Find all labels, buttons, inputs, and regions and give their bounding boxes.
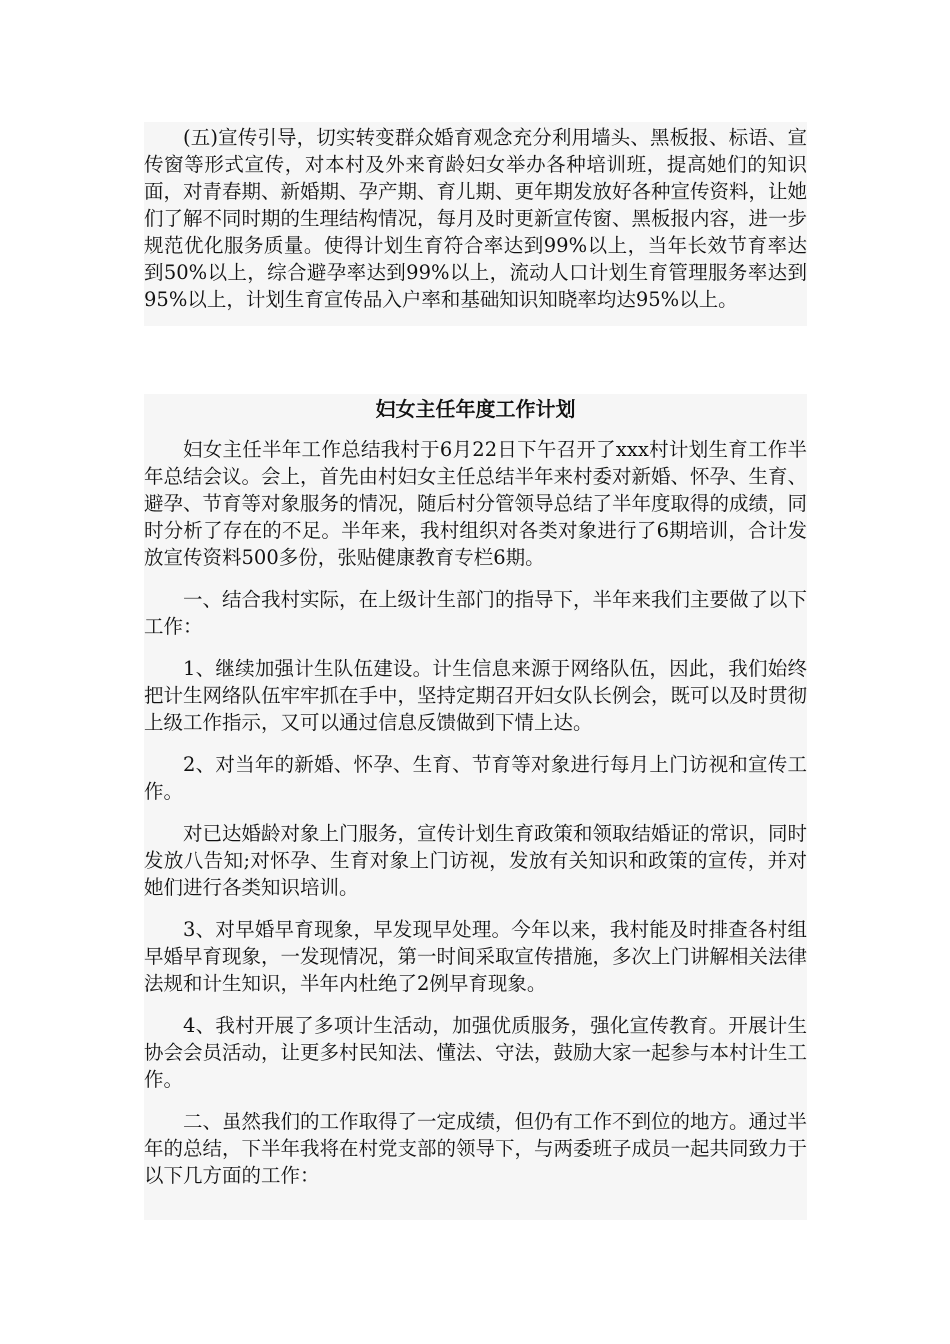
- paragraph-item-1: 1、继续加强计生队伍建设。计生信息来源于网络队伍，因此，我们始终把计生网络队伍牢牢抓在手中，坚持定期召开妇女队长例会，既可以及时贯彻上级工作指示，又可以通过信息反馈做到下情上达。: [144, 657, 808, 734]
- main-section: [144, 394, 807, 1220]
- paragraph-item-2-detail: 对已达婚龄对象上门服务，宣传计划生育政策和领取结婚证的常识，同时发放八告知;对怀孕、生育对象上门访视，发放有关知识和政策的宣传，并对她们进行各类知识培训。: [144, 822, 808, 899]
- paragraph-section-one: 一、结合我村实际，在上级计生部门的指导下，半年来我们主要做了以下工作：: [144, 588, 808, 638]
- paragraph-section-two: 二、虽然我们的工作取得了一定成绩，但仍有工作不到位的地方。通过半年的总结，下半年我将在村党支部的领导下，与两委班子成员一起共同致力于以下几方面的工作：: [144, 1110, 808, 1187]
- paragraph-publicity-guidance: (五)宣传引导，切实转变群众婚育观念充分利用墙头、黑板报、标语、宣传窗等形式宣传，对本村及外来育龄妇女举办各种培训班，提高她们的知识面，对青春期、新婚期、孕产期、育儿期、更年期发放好各种宣传资料，让她们了解不同时期的生理结构情况，每月及时更新宣传窗、黑板报内容，进一步规范优化服务质量。使得计划生育符合率达到99%以上，当年长效节育率达到50%以上，综合避孕率达到99%以上，流动人口计划生育管理服务率达到95%以上，计划生育宣传品入户率和基础知识知晓率均达95%以上。: [144, 126, 808, 311]
- paragraph-summary: 妇女主任半年工作总结我村于6月22日下午召开了xxx村计划生育工作半年总结会议。会上，首先由村妇女主任总结半年来村委对新婚、怀孕、生育、避孕、节育等对象服务的情况，随后村分管领导总结了半年度取得的成绩，同时分析了存在的不足。半年来，我村组织对各类对象进行了6期培训，合计发放宣传资料500多份，张贴健康教育专栏6期。: [144, 438, 808, 569]
- paragraph-item-3: 3、对早婚早育现象，早发现早处理。今年以来，我村能及时排查各村组早婚早育现象，一发现情况，第一时间采取宣传措施，多次上门讲解相关法律法规和计生知识，半年内杜绝了2例早育现象。: [144, 918, 808, 995]
- paragraph-item-4: 4、我村开展了多项计生活动，加强优质服务，强化宣传教育。开展计生协会会员活动，让更多村民知法、懂法、守法，鼓励大家一起参与本村计生工作。: [144, 1014, 808, 1091]
- paragraph-item-2: 2、对当年的新婚、怀孕、生育、节育等对象进行每月上门访视和宣传工作。: [144, 753, 807, 803]
- page-title: 妇女主任年度工作计划: [375, 397, 576, 421]
- top-section: [144, 122, 807, 326]
